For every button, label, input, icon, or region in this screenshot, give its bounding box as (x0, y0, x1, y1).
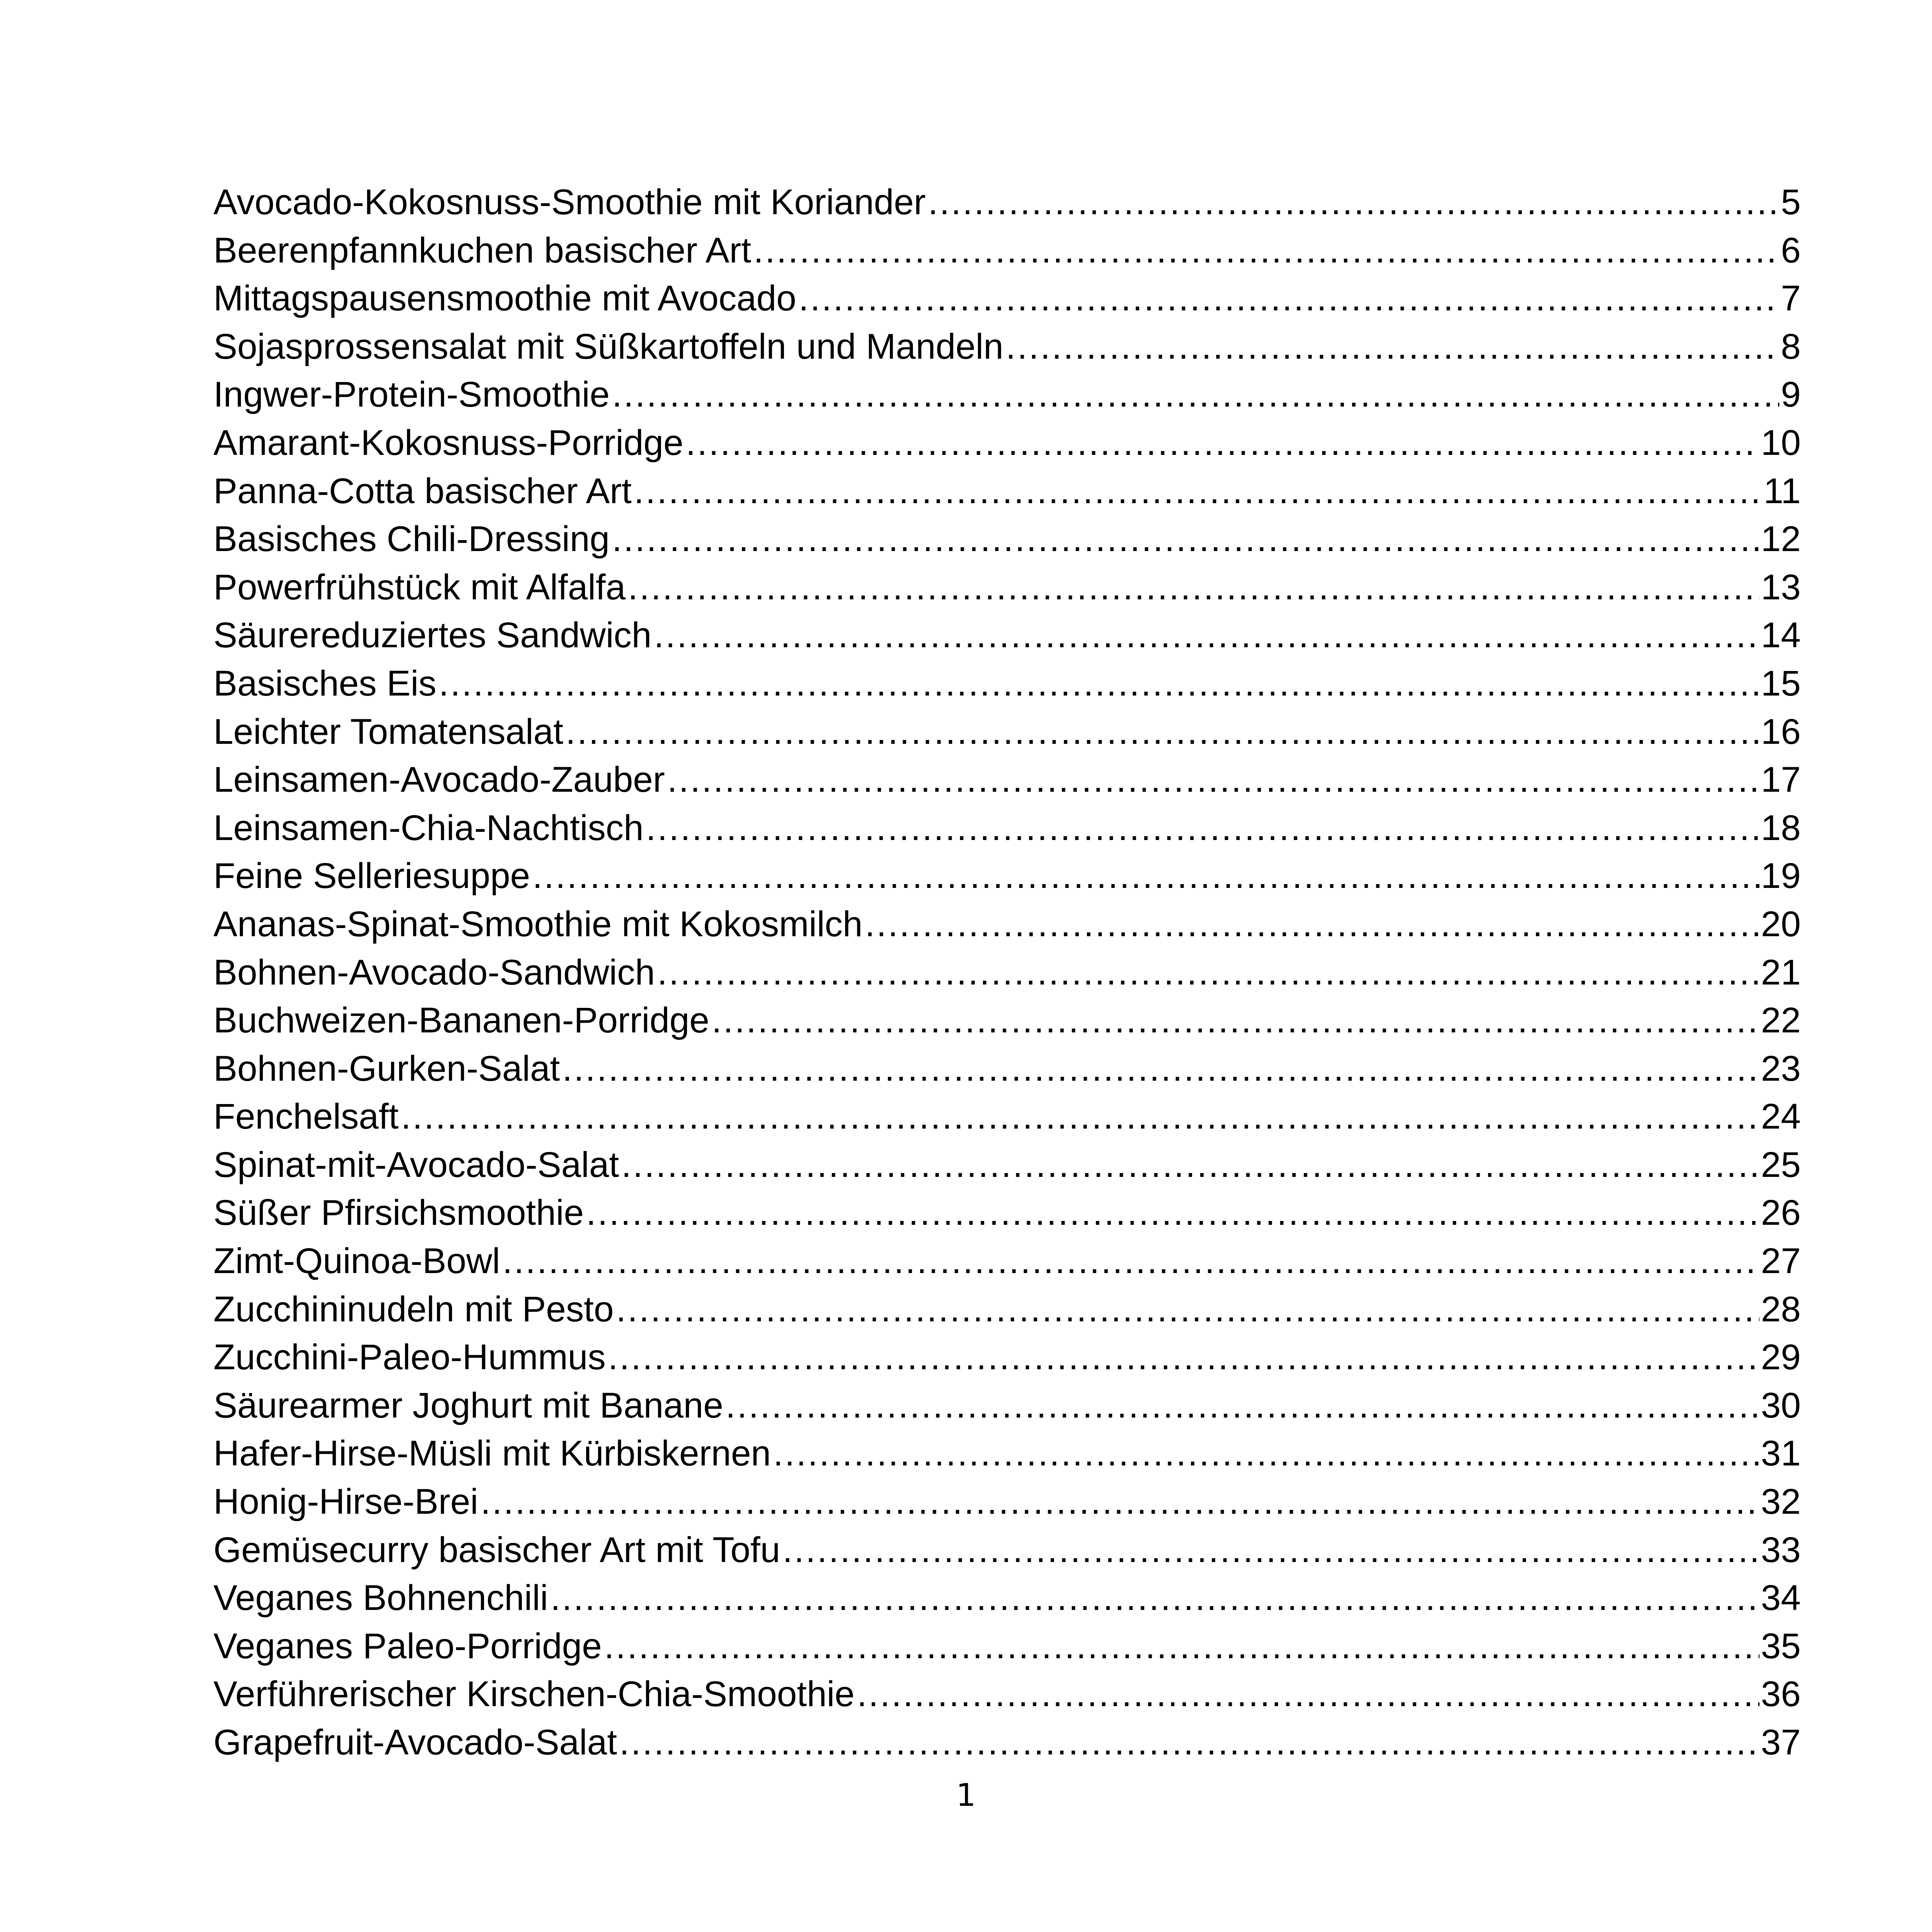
toc-dot-leader (773, 1430, 1759, 1478)
toc-entry[interactable] (213, 564, 1801, 612)
toc-entry-title: Säurearmer Joghurt mit Banane (213, 1385, 724, 1425)
toc-dot-leader (604, 1622, 1759, 1671)
toc-entry[interactable] (213, 949, 1801, 997)
toc-entry[interactable] (213, 804, 1801, 852)
toc-entry-title: Leinsamen-Chia-Nachtisch (213, 808, 644, 848)
toc-entry-title: Hafer-Hirse-Müsli mit Kürbiskernen (213, 1434, 771, 1474)
toc-entry[interactable] (213, 515, 1801, 564)
toc-entry-page-number: 6 (1781, 230, 1801, 270)
toc-entry-page-number: 9 (1781, 375, 1801, 415)
toc-entry[interactable] (213, 1286, 1801, 1334)
toc-entry-title: Buchweizen-Bananen-Porridge (213, 1000, 710, 1041)
toc-entry-title: Powerfrühstück mit Alfalfa (213, 567, 626, 607)
toc-dot-leader (646, 804, 1759, 852)
toc-dot-leader (565, 708, 1759, 756)
toc-entry-page-number: 37 (1761, 1722, 1801, 1762)
toc-entry[interactable] (213, 1478, 1801, 1526)
toc-dot-leader (857, 1670, 1759, 1719)
toc-dot-leader (686, 419, 1759, 467)
toc-dot-leader (726, 1382, 1759, 1430)
toc-dot-leader (619, 1719, 1759, 1767)
toc-entry-title: Veganes Paleo-Porridge (213, 1626, 602, 1666)
toc-dot-leader (928, 178, 1779, 227)
toc-entry-title: Spinat-mit-Avocado-Salat (213, 1145, 619, 1185)
toc-entry-page-number: 31 (1761, 1434, 1801, 1474)
toc-entry-title: Verführerischer Kirschen-Chia-Smoothie (213, 1674, 855, 1714)
toc-entry-title: Avocado-Kokosnuss-Smoothie mit Koriander (213, 182, 926, 222)
toc-entry-page-number: 10 (1761, 423, 1801, 463)
toc-entry-title: Panna-Cotta basischer Art (213, 471, 632, 511)
toc-entry[interactable] (213, 852, 1801, 900)
toc-entry[interactable] (213, 660, 1801, 708)
toc-entry-page-number: 23 (1761, 1048, 1801, 1088)
toc-entry-title: Bohnen-Gurken-Salat (213, 1048, 560, 1088)
toc-entry[interactable] (213, 371, 1801, 419)
toc-entry-page-number: 30 (1761, 1385, 1801, 1425)
toc-dot-leader (865, 900, 1759, 949)
toc-entry[interactable] (213, 708, 1801, 756)
toc-entry-title: Sojasprossensalat mit Süßkartoffeln und Mandeln (213, 326, 1004, 366)
toc-dot-leader (586, 1189, 1759, 1237)
toc-entry-page-number: 19 (1761, 856, 1801, 896)
toc-entry-title: Süßer Pfirsichsmoothie (213, 1193, 584, 1233)
toc-entry-page-number: 22 (1761, 1000, 1801, 1041)
toc-entry-page-number: 34 (1761, 1578, 1801, 1618)
toc-entry-title: Feine Selleriesuppe (213, 856, 530, 896)
toc-dot-leader (616, 1286, 1759, 1334)
toc-entry-page-number: 16 (1761, 712, 1801, 752)
toc-dot-leader (654, 611, 1759, 660)
toc-entry-title: Honig-Hirse-Brei (213, 1482, 478, 1522)
toc-entry[interactable] (213, 1430, 1801, 1478)
toc-dot-leader (621, 1141, 1759, 1189)
toc-entry[interactable] (213, 1237, 1801, 1286)
toc-entry[interactable] (213, 1045, 1801, 1093)
toc-entry-page-number: 17 (1761, 760, 1801, 800)
toc-entry-title: Beerenpfannkuchen basischer Art (213, 230, 751, 270)
toc-entry-title: Ingwer-Protein-Smoothie (213, 375, 610, 415)
toc-dot-leader (481, 1478, 1759, 1526)
toc-entry-page-number: 8 (1781, 326, 1801, 366)
toc-entry-page-number: 11 (1763, 471, 1801, 511)
toc-entry[interactable] (213, 900, 1801, 949)
toc-entry[interactable] (213, 1622, 1801, 1671)
toc-entry[interactable] (213, 1719, 1801, 1767)
toc-entry[interactable] (213, 467, 1801, 516)
toc-dot-leader (612, 371, 1779, 419)
table-of-contents (213, 178, 1801, 1767)
toc-entry[interactable] (213, 1141, 1801, 1189)
toc-dot-leader (439, 660, 1759, 708)
toc-dot-leader (532, 852, 1759, 900)
toc-entry-title: Basisches Chili-Dressing (213, 519, 610, 559)
toc-dot-leader (612, 515, 1759, 564)
toc-dot-leader (799, 275, 1779, 323)
toc-entry-title: Grapefruit-Avocado-Salat (213, 1722, 617, 1762)
page-number: 1 (956, 1777, 976, 1813)
toc-entry[interactable] (213, 227, 1801, 275)
toc-entry-page-number: 12 (1761, 519, 1801, 559)
toc-dot-leader (657, 949, 1759, 997)
toc-entry[interactable] (213, 1526, 1801, 1574)
toc-entry[interactable] (213, 611, 1801, 660)
toc-entry-page-number: 27 (1761, 1241, 1801, 1281)
toc-dot-leader (550, 1574, 1759, 1622)
toc-dot-leader (782, 1526, 1759, 1574)
toc-entry-page-number: 14 (1761, 615, 1801, 655)
toc-dot-leader (634, 467, 1762, 516)
toc-entry-title: Amarant-Kokosnuss-Porridge (213, 423, 683, 463)
toc-entry-page-number: 13 (1761, 567, 1801, 607)
toc-entry-page-number: 28 (1761, 1289, 1801, 1329)
toc-dot-leader (628, 564, 1759, 612)
toc-entry-page-number: 25 (1761, 1145, 1801, 1185)
toc-entry-title: Fenchelsaft (213, 1097, 399, 1137)
toc-dot-leader (502, 1237, 1759, 1286)
toc-entry[interactable] (213, 323, 1801, 371)
toc-entry[interactable] (213, 1093, 1801, 1141)
toc-entry-title: Leichter Tomatensalat (213, 712, 564, 752)
toc-dot-leader (1006, 323, 1779, 371)
toc-entry[interactable] (213, 1574, 1801, 1622)
toc-entry-page-number: 18 (1761, 808, 1801, 848)
toc-dot-leader (401, 1093, 1759, 1141)
toc-entry-title: Bohnen-Avocado-Sandwich (213, 952, 655, 992)
toc-entry[interactable] (213, 1189, 1801, 1237)
toc-entry-page-number: 24 (1761, 1097, 1801, 1137)
toc-entry-page-number: 20 (1761, 904, 1801, 944)
toc-entry-page-number: 33 (1761, 1530, 1801, 1570)
toc-entry-page-number: 15 (1761, 663, 1801, 703)
toc-entry-title: Säurereduziertes Sandwich (213, 615, 652, 655)
toc-entry-title: Zimt-Quinoa-Bowl (213, 1241, 500, 1281)
toc-entry-page-number: 36 (1761, 1674, 1801, 1714)
toc-entry-title: Zucchininudeln mit Pesto (213, 1289, 614, 1329)
toc-entry-page-number: 7 (1781, 278, 1801, 319)
toc-entry-title: Leinsamen-Avocado-Zauber (213, 760, 665, 800)
toc-entry[interactable] (213, 756, 1801, 804)
toc-entry-page-number: 21 (1761, 952, 1801, 992)
toc-entry-title: Gemüsecurry basischer Art mit Tofu (213, 1530, 780, 1570)
toc-entry-title: Veganes Bohnenchili (213, 1578, 548, 1618)
toc-entry[interactable] (213, 1333, 1801, 1382)
toc-dot-leader (754, 227, 1779, 275)
toc-entry-page-number: 29 (1761, 1337, 1801, 1377)
toc-entry[interactable] (213, 1382, 1801, 1430)
toc-dot-leader (712, 997, 1759, 1045)
toc-entry-title: Ananas-Spinat-Smoothie mit Kokosmilch (213, 904, 863, 944)
toc-entry[interactable] (213, 178, 1801, 227)
toc-entry[interactable] (213, 275, 1801, 323)
toc-entry-page-number: 5 (1781, 182, 1801, 222)
toc-entry-title: Zucchini-Paleo-Hummus (213, 1337, 606, 1377)
toc-dot-leader (562, 1045, 1759, 1093)
toc-entry[interactable] (213, 997, 1801, 1045)
toc-entry[interactable] (213, 1670, 1801, 1719)
toc-entry-title: Basisches Eis (213, 663, 437, 703)
toc-entry-page-number: 32 (1761, 1482, 1801, 1522)
toc-entry-page-number: 26 (1761, 1193, 1801, 1233)
toc-entry-page-number: 35 (1761, 1626, 1801, 1666)
toc-entry-title: Mittagspausensmoothie mit Avocado (213, 278, 796, 319)
toc-entry[interactable] (213, 419, 1801, 467)
toc-dot-leader (608, 1333, 1759, 1382)
toc-dot-leader (667, 756, 1759, 804)
